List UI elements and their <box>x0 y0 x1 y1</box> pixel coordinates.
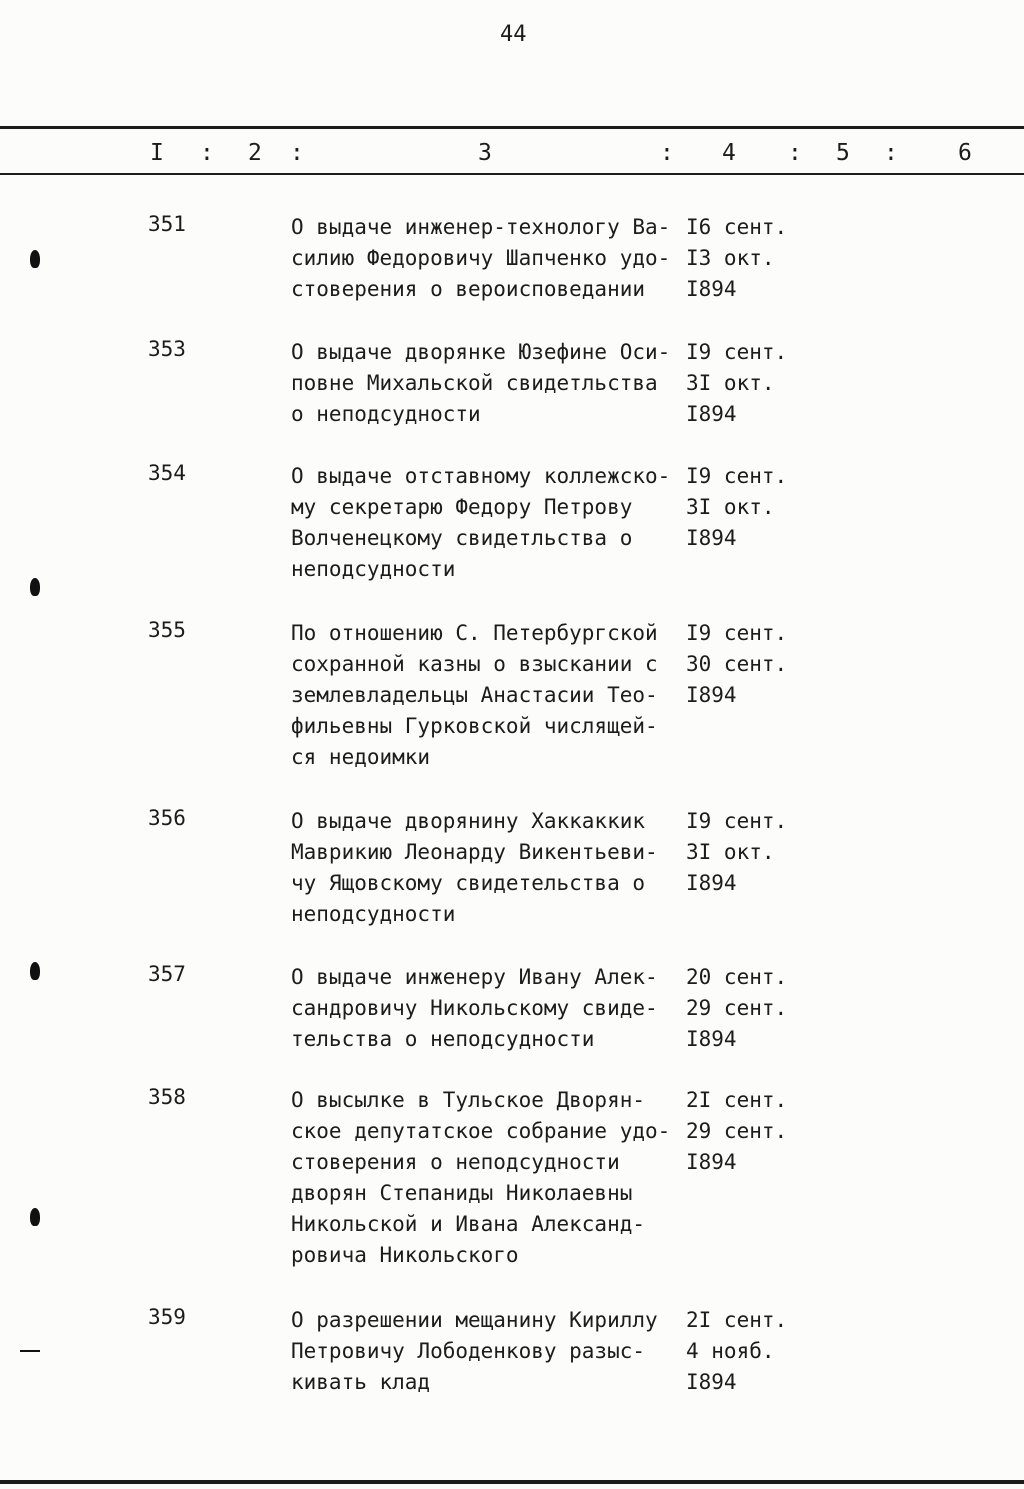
binding-mark <box>30 250 40 268</box>
entry-text-line: Волченецкому свидетльства о <box>291 526 633 550</box>
entry-number: 357 <box>148 962 186 986</box>
column-header-5: 5 <box>836 140 850 166</box>
entry-number: 353 <box>148 337 186 361</box>
column-separator: : <box>884 140 898 166</box>
entry-year: I894 <box>686 1150 737 1174</box>
entry-description <box>291 212 681 305</box>
entry-text-line: дворян Степаниды Николаевны <box>291 1181 633 1205</box>
entry-text-line: сандровичу Никольскому свиде- <box>291 996 658 1020</box>
entry-text-line: чу Ящовскому свидетельства о <box>291 871 646 895</box>
binding-mark <box>30 962 40 980</box>
entry-text-line: тельства о неподсудности <box>291 1027 595 1051</box>
entry-text-line: стоверения о неподсудности <box>291 1150 620 1174</box>
entry-text-line: о неподсудности <box>291 402 481 426</box>
entry-description <box>291 461 681 585</box>
entry-dates <box>686 337 826 430</box>
entry-text-line: ся недоимки <box>291 745 431 769</box>
entry-start-date: I9 сент. <box>686 464 788 488</box>
column-separator: : <box>788 140 802 166</box>
column-header-2: 2 <box>248 140 262 166</box>
entry-end-date: 3I окт. <box>686 840 775 864</box>
entry-description <box>291 618 681 773</box>
entry-text-line: О выдаче инженеру Ивану Алек- <box>291 965 658 989</box>
entry-year: I894 <box>686 526 737 550</box>
entry-year: I894 <box>686 871 737 895</box>
entry-dates <box>686 806 826 899</box>
entry-dates <box>686 1305 826 1398</box>
entry-text-line: По отношению С. Петербургской <box>291 621 658 645</box>
entry-start-date: I9 сент. <box>686 621 788 645</box>
entry-end-date: 30 сент. <box>686 652 788 676</box>
entry-dates <box>686 461 826 554</box>
entry-text-line: сохранной казны о взыскании с <box>291 652 658 676</box>
entry-start-date: I9 сент. <box>686 340 788 364</box>
entry-text-line: неподсудности <box>291 557 456 581</box>
header-top-rule <box>0 126 1024 129</box>
entry-number: 356 <box>148 806 186 830</box>
entry-text-line: повне Михальской свидетльства <box>291 371 658 395</box>
entry-text-line: Никольской и Ивана Александ- <box>291 1212 646 1236</box>
binding-mark <box>30 578 40 596</box>
entry-end-date: 29 сент. <box>686 996 788 1020</box>
entry-end-date: 4 нояб. <box>686 1339 775 1363</box>
entry-number: 358 <box>148 1085 186 1109</box>
entry-text-line: О выдаче отставному коллежско- <box>291 464 671 488</box>
binding-mark <box>30 1208 40 1226</box>
column-separator: : <box>660 140 674 166</box>
entry-year: I894 <box>686 402 737 426</box>
entry-start-date: I9 сент. <box>686 809 788 833</box>
entry-text-line: О выдаче дворянину Хаккаккик <box>291 809 646 833</box>
entry-description <box>291 1085 681 1271</box>
entry-end-date: 3I окт. <box>686 495 775 519</box>
entry-start-date: 2I сент. <box>686 1088 788 1112</box>
margin-dash <box>20 1350 40 1352</box>
entry-dates <box>686 1085 826 1178</box>
entry-text-line: О выдаче инженер-технологу Ва- <box>291 215 671 239</box>
entry-dates <box>686 618 826 711</box>
entry-dates <box>686 212 826 305</box>
entry-text-line: силию Федоровичу Шапченко удо- <box>291 246 671 270</box>
entry-year: I894 <box>686 683 737 707</box>
column-separator: : <box>200 140 214 166</box>
entry-number: 354 <box>148 461 186 485</box>
entry-text-line: стоверения о вероисповедании <box>291 277 646 301</box>
column-header-6: 6 <box>958 140 972 166</box>
entry-year: I894 <box>686 1027 737 1051</box>
page-number: 44 <box>500 22 527 47</box>
entry-text-line: О разрешении мещанину Кириллу <box>291 1308 658 1332</box>
entry-number: 355 <box>148 618 186 642</box>
column-header-1: I <box>150 140 164 166</box>
entry-end-date: 29 сент. <box>686 1119 788 1143</box>
entry-text-line: фильевны Гурковской числящей- <box>291 714 658 738</box>
entry-text-line: му секретарю Федору Петрову <box>291 495 633 519</box>
page-bottom-edge <box>0 1480 1024 1484</box>
entry-year: I894 <box>686 277 737 301</box>
entry-start-date: 2I сент. <box>686 1308 788 1332</box>
entry-text-line: ское депутатское собрание удо- <box>291 1119 671 1143</box>
entry-start-date: I6 сент. <box>686 215 788 239</box>
entry-text-line: землевладельцы Анастасии Тео- <box>291 683 658 707</box>
entry-text-line: неподсудности <box>291 902 456 926</box>
entry-number: 351 <box>148 212 186 236</box>
entry-text-line: Петровичу Лободенкову разыс- <box>291 1339 646 1363</box>
entry-end-date: I3 окт. <box>686 246 775 270</box>
entry-description <box>291 1305 681 1398</box>
column-header-4: 4 <box>722 140 736 166</box>
entry-end-date: 3I окт. <box>686 371 775 395</box>
entry-text-line: ровича Никольского <box>291 1243 519 1267</box>
entry-year: I894 <box>686 1370 737 1394</box>
column-header-3: 3 <box>478 140 492 166</box>
entry-text-line: О высылке в Тульское Дворян- <box>291 1088 646 1112</box>
entry-description <box>291 962 681 1055</box>
entry-description <box>291 337 681 430</box>
column-separator: : <box>290 140 304 166</box>
entry-text-line: кивать клад <box>291 1370 431 1394</box>
entry-text-line: Маврикию Леонарду Викентьеви- <box>291 840 658 864</box>
entry-dates <box>686 962 826 1055</box>
entry-start-date: 20 сент. <box>686 965 788 989</box>
entry-text-line: О выдаче дворянке Юзефине Оси- <box>291 340 671 364</box>
header-bottom-rule <box>0 173 1024 175</box>
entry-description <box>291 806 681 930</box>
entry-number: 359 <box>148 1305 186 1329</box>
